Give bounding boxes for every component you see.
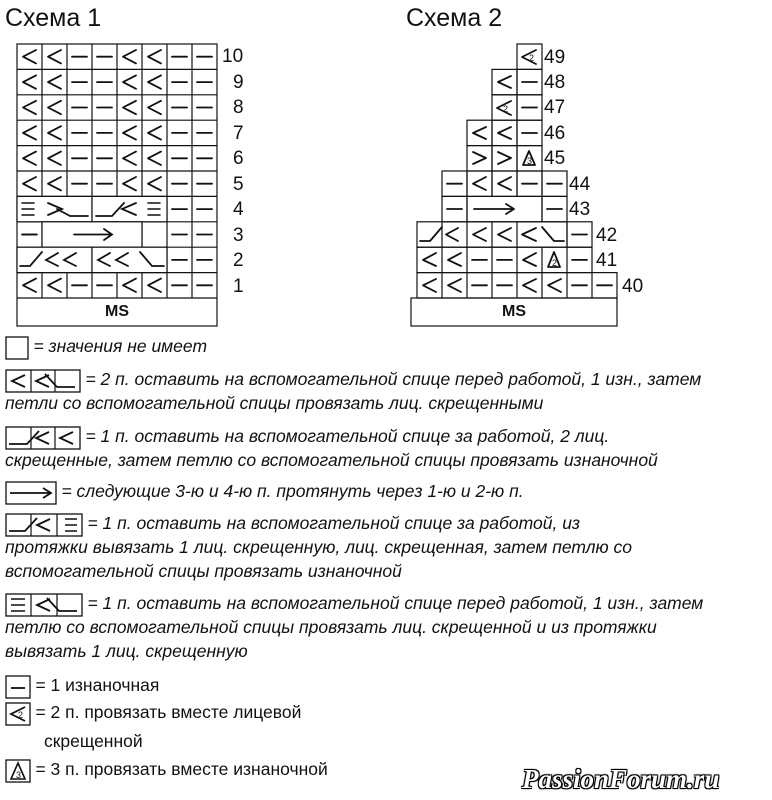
cross-front-icon <box>5 369 81 393</box>
legend-text: = значения не имеет <box>33 336 208 356</box>
s2-row-46: 46 <box>544 123 566 144</box>
s1-row-3: 3 <box>233 225 244 246</box>
scheme2-title: Схема 2 <box>406 4 503 32</box>
svg-text:3: 3 <box>16 769 22 780</box>
legend-text: скрещенные, затем петлю со вспомогательной спицы провязать изнаночной <box>5 450 658 470</box>
s1-row-10: 10 <box>222 46 244 67</box>
cross-back-loop-icon <box>5 513 83 537</box>
s1-row-5: 5 <box>233 174 244 195</box>
legend-text: = 3 п. провязать вместе изнаночной <box>35 759 328 779</box>
legend-text: = 1 п. оставить на вспомогательной спице за работой, 2 лиц. <box>85 426 610 446</box>
cross-back-icon <box>5 426 81 450</box>
legend-text: вывязать 1 лиц. скрещенную <box>5 641 248 661</box>
legend-text: петлю со вспомогательной спицы провязать лиц. скрещенной и из протяжки <box>5 617 657 637</box>
legend-text: петли со вспомогательной спицы провязать лиц. скрещенными <box>5 393 544 413</box>
legend-text: вспомогательной спицы провязать изнаночной <box>5 561 402 581</box>
s1-row-9: 9 <box>233 72 244 93</box>
legend-item-k2tog <box>5 700 301 726</box>
s2-row-47: 47 <box>544 97 566 118</box>
s2-row-40: 40 <box>622 276 644 297</box>
legend-text: скрещенной <box>44 731 143 751</box>
cross-front-loop-icon <box>5 593 83 617</box>
watermark: PassionForum.ru <box>522 764 720 794</box>
legend-item-cross-back <box>5 424 609 450</box>
k2tog-icon <box>5 702 31 726</box>
p3tog-icon <box>5 759 31 783</box>
purl-icon <box>5 675 31 699</box>
s1-row-2: 2 <box>233 250 244 271</box>
s1-row-6: 6 <box>233 148 244 169</box>
pull-through-icon <box>5 481 57 505</box>
empty-cell-icon <box>5 336 29 360</box>
legend-text: = 1 изнаночная <box>35 675 160 695</box>
legend-text: = следующие 3-ю и 4-ю п. протянуть через 1-ю и 2-ю п. <box>61 481 524 501</box>
legend-text: протяжки вывязать 1 лиц. скрещенную, лиц. скрещенная, затем петлю со <box>5 537 632 557</box>
s1-row-4: 4 <box>233 199 244 220</box>
legend-item-cross-back-loop <box>5 511 580 537</box>
s2-row-43: 43 <box>569 199 591 220</box>
svg-text:2: 2 <box>529 53 535 63</box>
s1-row-8: 8 <box>233 97 244 118</box>
legend-text: = 1 п. оставить на вспомогательной спице перед работой, 1 изн., затем <box>87 593 704 613</box>
s2-row-48: 48 <box>544 72 566 93</box>
legend-text: = 2 п. провязать вместе лицевой <box>35 702 302 722</box>
s2-row-42: 42 <box>596 225 618 246</box>
s1-footer: MS <box>105 303 129 320</box>
legend-text: = 1 п. оставить на вспомогательной спице за работой, из <box>87 513 581 533</box>
s2-row-49: 49 <box>544 47 566 68</box>
svg-text:2: 2 <box>503 104 509 114</box>
legend-item-cross-front-loop <box>5 591 703 617</box>
svg-text:3: 3 <box>527 156 533 166</box>
legend-item-purl <box>5 673 159 699</box>
legend-item-p3tog <box>5 757 328 783</box>
s1-row-7: 7 <box>233 123 244 144</box>
s2-row-44: 44 <box>569 174 591 195</box>
s2-footer: MS <box>502 303 526 320</box>
s2-row-45: 45 <box>544 148 566 169</box>
s2-row-41: 41 <box>596 250 618 271</box>
scheme1-title: Схема 1 <box>5 4 102 32</box>
s1-row-1: 1 <box>233 276 244 297</box>
svg-text:2: 2 <box>552 258 558 268</box>
legend-text: = 2 п. оставить на вспомогательной спице перед работой, 1 изн., затем <box>85 369 702 389</box>
scheme2-chart <box>0 0 772 340</box>
legend-item-pull-through <box>5 479 524 505</box>
legend-item-empty <box>5 334 207 360</box>
legend-item-cross-front <box>5 367 701 393</box>
svg-text:2: 2 <box>18 709 24 720</box>
